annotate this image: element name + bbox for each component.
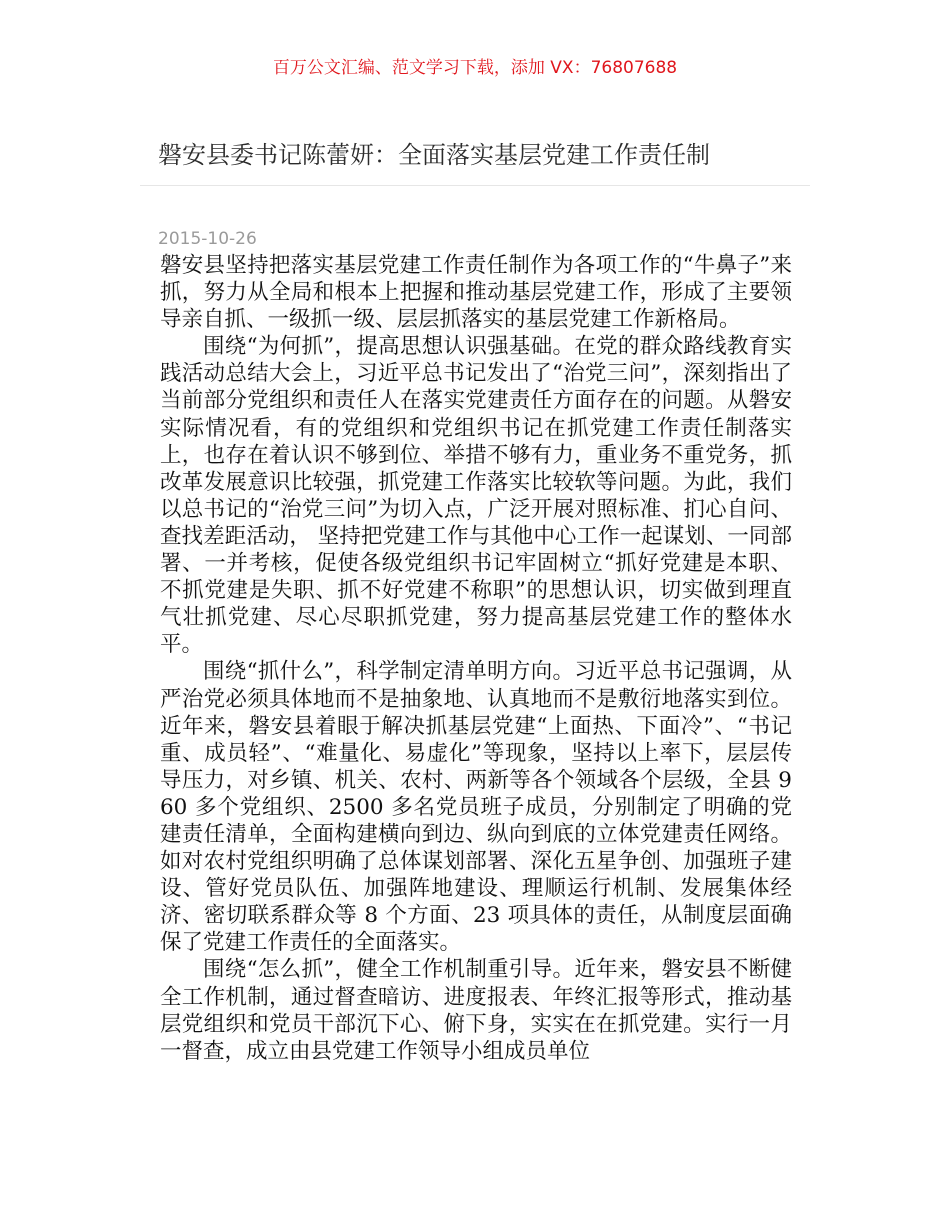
article-title: 磐安县委书记陈蕾妍：全面落实基层党建工作责任制 bbox=[158, 141, 710, 169]
download-banner: 百万公文汇编、范文学习下载，添加 VX：76807688 bbox=[272, 58, 678, 78]
article-paragraph: 围绕“怎么抓”，健全工作机制重引导。近年来，磐安县不断健全工作机制，通过督查暗访、进度报表、年终汇报等形式，推动基层党组织和党员干部沉下心、俯下身，实实在在抓党建。实行一月一督查，成立由县党建工作领导小组成员单位 bbox=[160, 957, 792, 1064]
article-paragraph: 磐安县坚持把落实基层党建工作责任制作为各项工作的“牛鼻子”来抓，努力从全局和根本上把握和推动基层党建工作，形成了主要领导亲自抓、一级抓一级、层层抓落实的基层党建工作新格局。 bbox=[160, 253, 792, 333]
title-divider bbox=[140, 185, 810, 186]
article-date: 2015-10-26 bbox=[158, 229, 257, 249]
article-paragraph: 围绕“抓什么”，科学制定清单明方向。习近平总书记强调，从严治党必须具体地而不是抽象地、认真地而不是敷衍地落实到位。近年来，磐安县着眼于解决抓基层党建“上面热、下面冷”、“书记重、成员轻”、“难量化、易虚化”等现象，坚持以上率下，层层传导压力，对乡镇、机关、农村、两新等各个领域各个层级，全县 960 多个党组织、2500 多名党员班子成员，分别制定了明确的党建责任清单，全面构建横向到边、纵向到底的立体党建责任网络。如对农村党组织明确了总体谋划部署、深化五星争创、加强班子建设、管好党员队伍、加强阵地建设、理顺运行机制、发展集体经济、密切联系群众等 8 个方面、23 项具体的责任，从制度层面确保了党建工作责任的全面落实。 bbox=[160, 659, 792, 956]
article-body bbox=[160, 252, 792, 1065]
article-paragraph: 围绕“为何抓”，提高思想认识强基础。在党的群众路线教育实践活动总结大会上，习近平总书记发出了“治党三问”，深刻指出了当前部分党组织和责任人在落实党建责任方面存在的问题。从磐安实际情况看，有的党组织和党组织书记在抓党建工作责任制落实上，也存在着认识不够到位、举措不够有力，重业务不重党务，抓改革发展意识比较强，抓党建工作落实比较软等问题。为此，我们以总书记的“治党三问”为切入点，广泛开展对照标准、扪心自问、查找差距活动， 坚持把党建工作与其他中心工作一起谋划、一同部署、一并考核，促使各级党组织书记牢固树立“抓好党建是本职、不抓党建是失职、抓不好党建不称职”的思想认识，切实做到理直气壮抓党建、尽心尽职抓党建，努力提高基层党建工作的整体水平。 bbox=[160, 334, 792, 658]
